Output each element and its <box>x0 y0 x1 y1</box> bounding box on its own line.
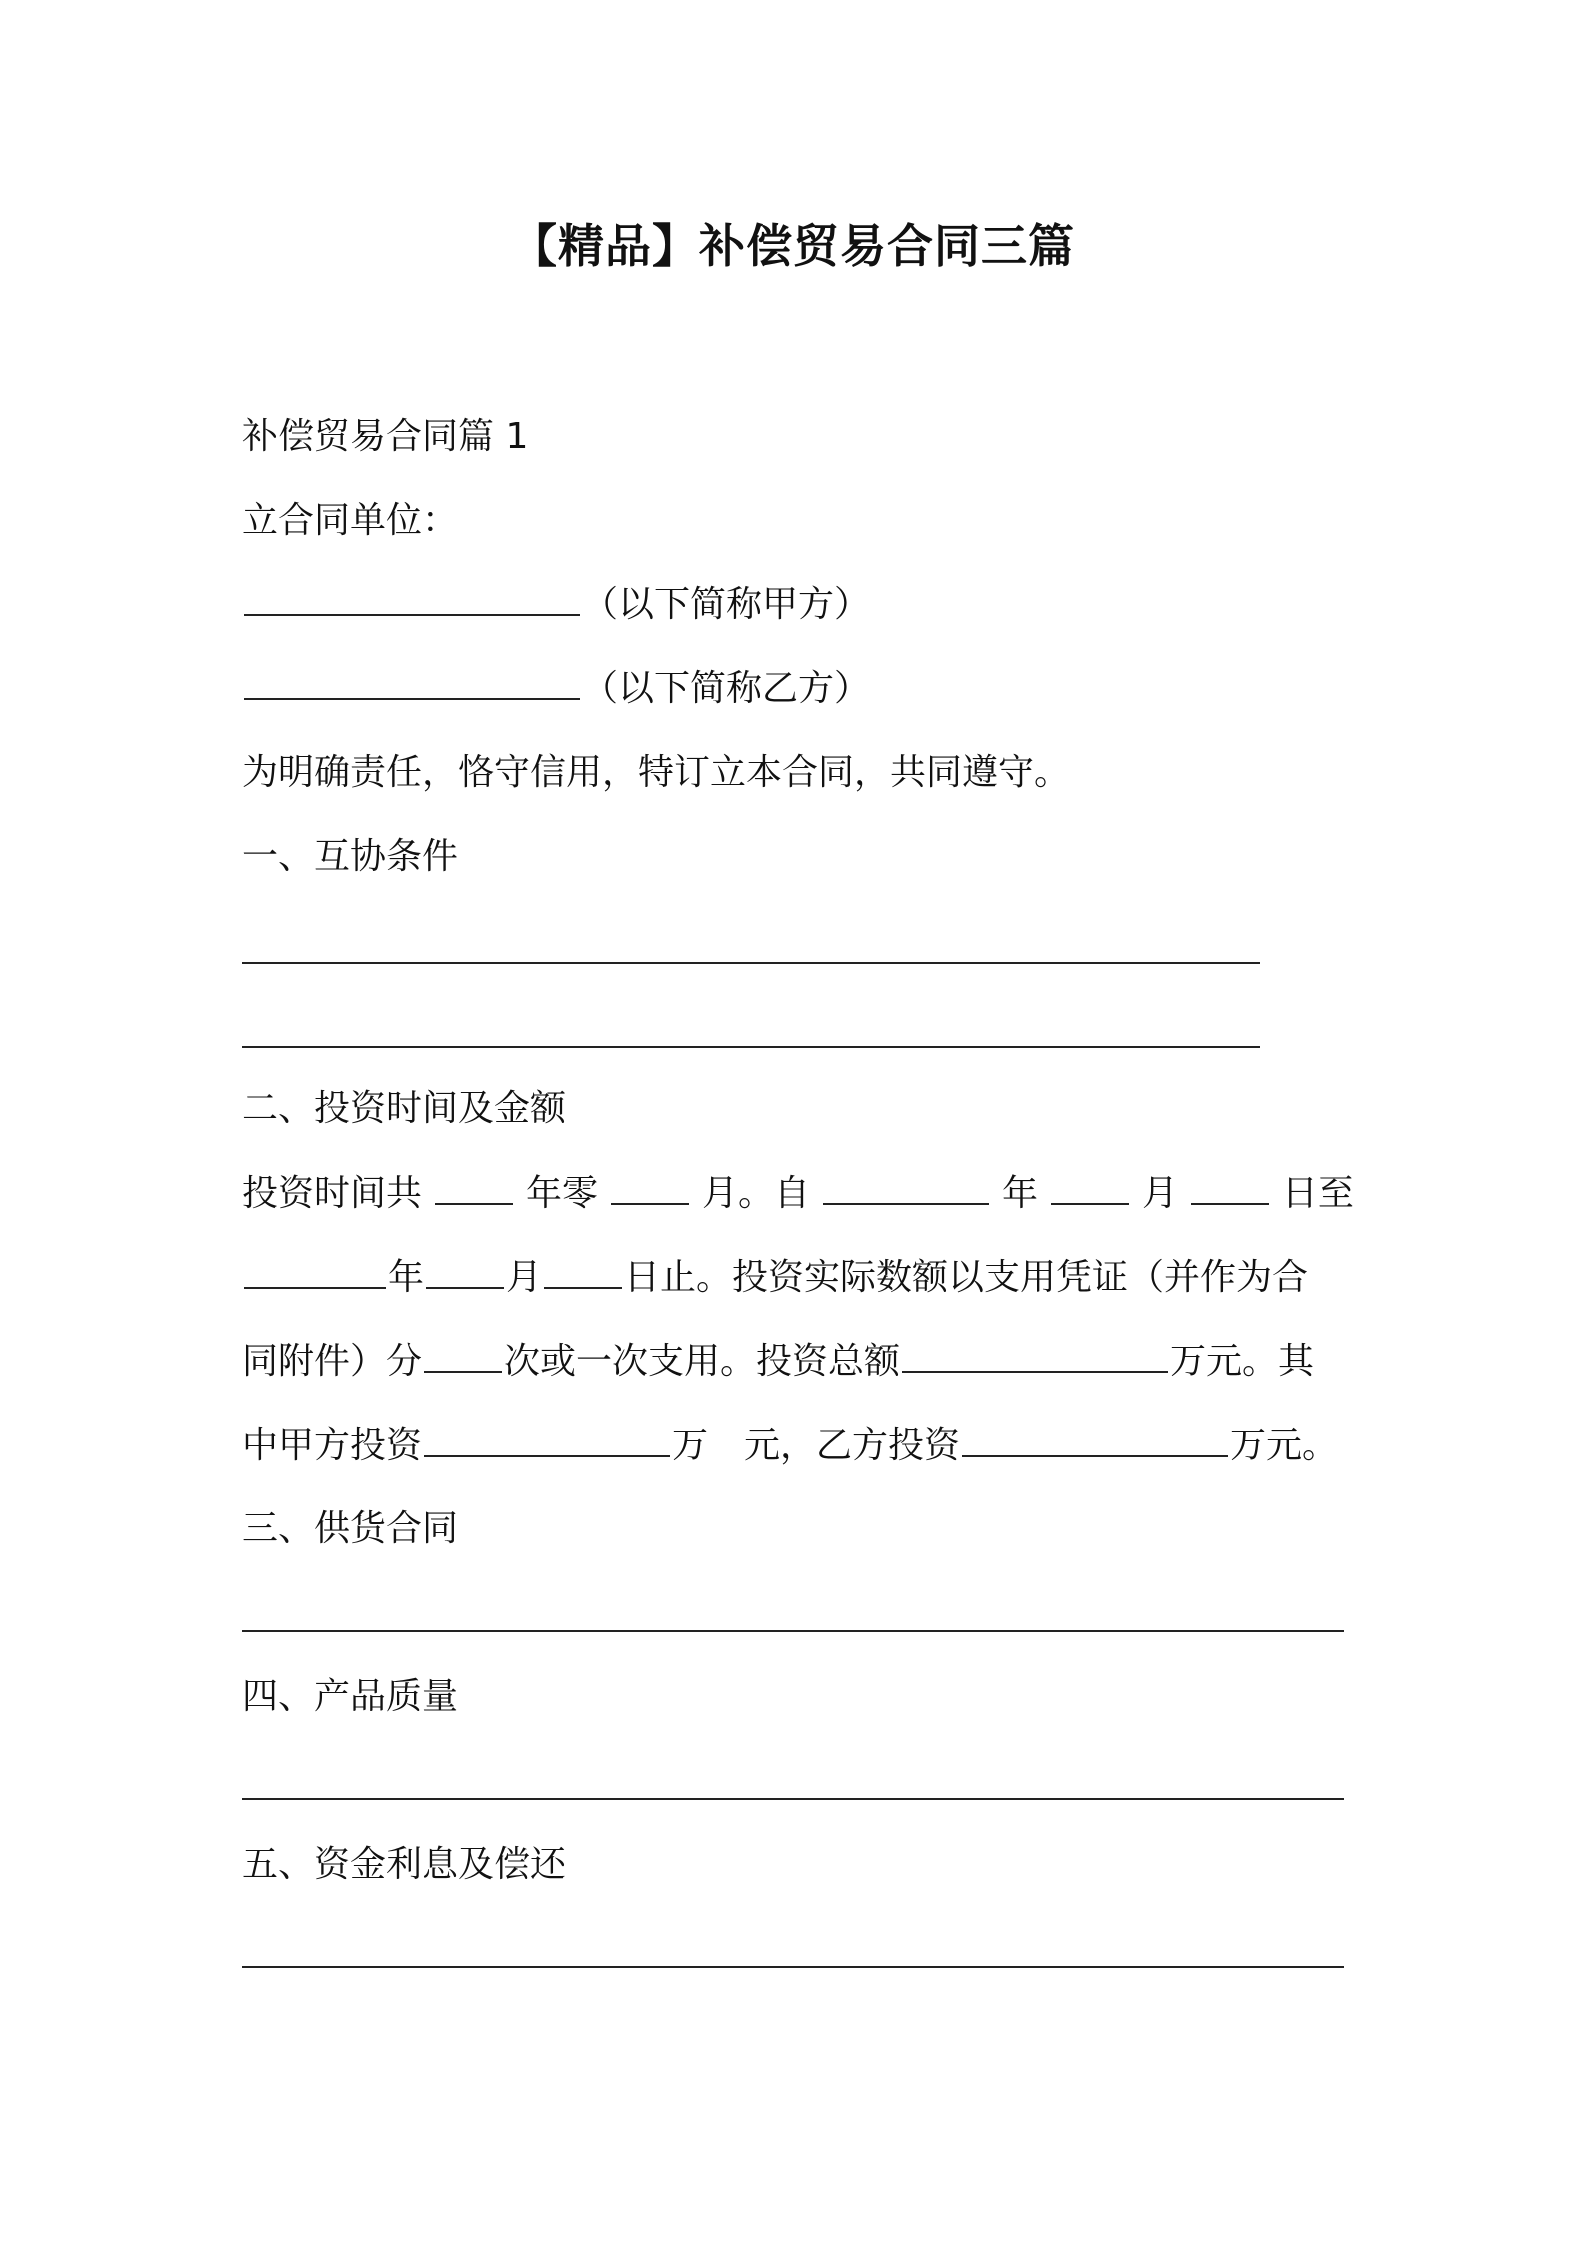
investment-text: 万元。 <box>1230 1425 1339 1466</box>
parties-label: 立合同单位： <box>242 500 459 541</box>
clause-3-heading: 三、供货合同 <box>242 1508 459 1549</box>
investment-text: 月 <box>506 1257 543 1298</box>
document-title: 【精品】补偿贸易合同三篇 <box>511 219 1075 273</box>
party-a-amount-blank[interactable] <box>424 1421 670 1457</box>
preamble: 为明确责任，恪守信用，特订立本合同，共同遵守。 <box>242 752 1071 793</box>
investment-text: 次或一次支用。投资总额 <box>504 1341 901 1382</box>
investment-text: 月。自 <box>701 1173 810 1214</box>
investment-text: 同附件）分 <box>242 1341 423 1382</box>
end-day-blank[interactable] <box>544 1253 622 1289</box>
investment-text: 年 <box>1001 1173 1038 1214</box>
clause-3-blank[interactable] <box>242 1630 1344 1632</box>
years-blank[interactable] <box>435 1169 513 1205</box>
end-year-blank[interactable] <box>244 1253 386 1289</box>
investment-text: 投资时间共 <box>242 1173 423 1214</box>
investment-row-1 <box>242 1152 1354 1236</box>
clause-1-heading: 一、互协条件 <box>242 836 459 877</box>
party-b-amount-blank[interactable] <box>962 1421 1228 1457</box>
clause-5-blank[interactable] <box>242 1966 1344 1968</box>
party-a-suffix: （以下简称甲方） <box>582 584 871 625</box>
start-year-blank[interactable] <box>823 1169 989 1205</box>
investment-text: 万元。其 <box>1170 1341 1315 1382</box>
clause-1-blank-1[interactable] <box>242 962 1260 964</box>
investment-row-4 <box>242 1404 1354 1488</box>
clause-4-blank[interactable] <box>242 1798 1344 1800</box>
end-month-blank[interactable] <box>426 1253 504 1289</box>
clause-1-blank-2[interactable] <box>242 1046 1260 1048</box>
contract-heading: 补偿贸易合同篇 1 <box>242 416 529 457</box>
total-amount-blank[interactable] <box>902 1337 1168 1373</box>
clause-5-heading: 五、资金利息及偿还 <box>242 1844 567 1885</box>
investment-text: 日止。投资实际数额以支用凭证（并作为合 <box>624 1257 1309 1298</box>
start-month-blank[interactable] <box>1051 1169 1129 1205</box>
party-a-line <box>242 580 870 630</box>
investment-text: 年 <box>388 1257 425 1298</box>
investment-paragraph <box>242 1152 1354 1488</box>
installments-blank[interactable] <box>424 1337 502 1373</box>
investment-text: 月 <box>1141 1173 1178 1214</box>
clause-2-heading: 二、投资时间及金额 <box>242 1088 567 1129</box>
clause-4-heading: 四、产品质量 <box>242 1676 459 1717</box>
investment-text: 日至 <box>1281 1173 1354 1214</box>
investment-text: 中甲方投资 <box>242 1425 423 1466</box>
months-blank[interactable] <box>611 1169 689 1205</box>
investment-text: 年零 <box>525 1173 598 1214</box>
start-day-blank[interactable] <box>1191 1169 1269 1205</box>
party-b-line <box>242 664 870 714</box>
party-b-suffix: （以下简称乙方） <box>582 668 871 709</box>
party-b-blank[interactable] <box>244 664 580 700</box>
investment-row-3 <box>242 1320 1354 1404</box>
investment-row-2 <box>242 1236 1354 1320</box>
party-a-blank[interactable] <box>244 580 580 616</box>
investment-text: 万 元，乙方投资 <box>672 1425 961 1466</box>
